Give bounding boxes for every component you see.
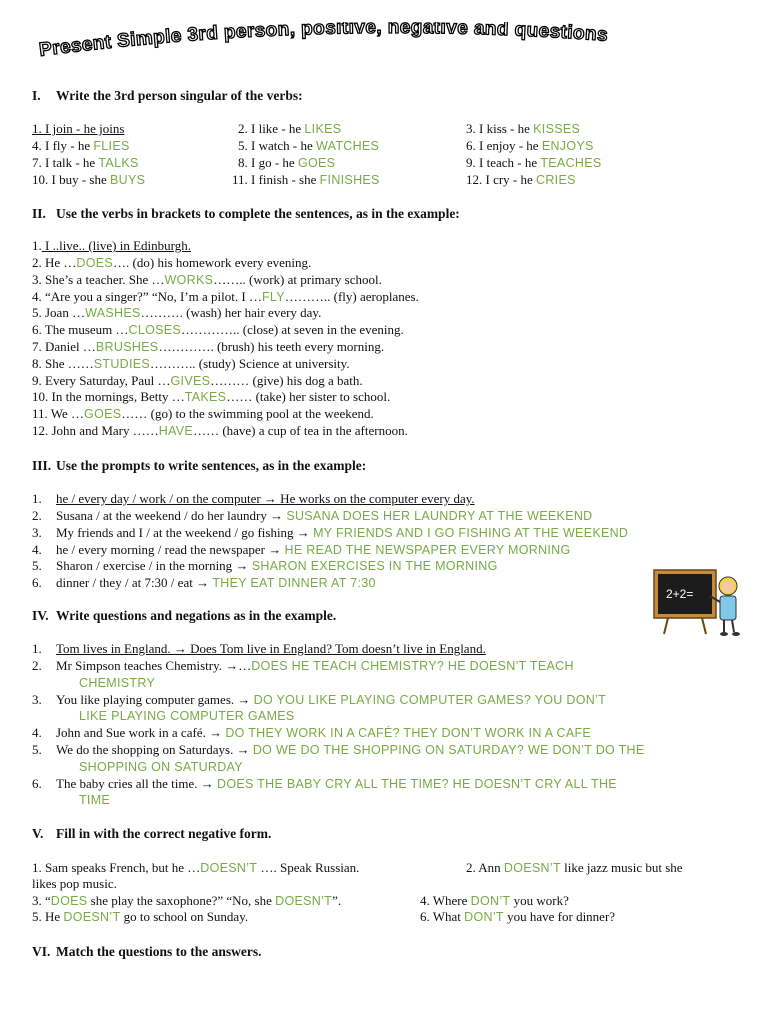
list-item: 4. John and Sue work in a café. → DO THEY WORK IN A CAFÉ? THEY DON’T WORK IN A CAFE	[32, 725, 592, 741]
list-item-continuation: TIME	[79, 793, 111, 808]
example-sentence: 1. I ..live.. (live) in Edinburgh.	[32, 238, 191, 253]
list-item-continuation: LIKE PLAYING COMPUTER GAMES	[79, 709, 295, 724]
section-2-heading: II. Use the verbs in brackets to complete the sentences, as in the example:	[32, 206, 460, 221]
list-item: 7. I talk - he TALKS	[32, 155, 139, 170]
list-item: 9. Every Saturday, Paul …GIVES……… (give) his dog a bath.	[32, 372, 363, 388]
list-item: 5. I watch - he WATCHES	[238, 138, 380, 153]
list-item: 3. I kiss - he KISSES	[466, 121, 581, 136]
list-item: 2. Mr Simpson teaches Chemistry. →…DOES HE TEACH CHEMISTRY? HE DOESN’T TEACH	[32, 658, 574, 673]
list-item: 3. You like playing computer games. → DO YOU LIKE PLAYING COMPUTER GAMES? YOU DON’T	[32, 691, 607, 707]
list-item: 2. He …DOES…. (do) his homework every evening.	[32, 255, 312, 270]
list-item: 4. Where DON’T you work?	[420, 893, 569, 908]
list-item: 3. My friends and I / at the weekend / go fishing → MY FRIENDS AND I GO FISHING AT THE WEEKEND	[32, 524, 629, 540]
list-item: 12. John and Mary ……HAVE…… (have) a cup of tea in the afternoon.	[32, 423, 408, 438]
list-item-continuation: likes pop music.	[32, 876, 117, 891]
list-item: 5. Sharon / exercise / in the morning → SHARON EXERCISES IN THE MORNING	[32, 558, 498, 574]
section-6-heading: VI. Match the questions to the answers.	[32, 944, 262, 959]
example-sentence: 1. he / every day / work / on the computer → He works on the computer every day.	[32, 491, 475, 506]
list-item: 10. I buy - she BUYS	[32, 172, 146, 187]
example-sentence: 1. Tom lives in England. → Does Tom live in England? Tom doesn’t live in England.	[32, 641, 486, 656]
list-item-continuation: SHOPPING ON SATURDAY	[79, 759, 243, 774]
list-item: 9. I teach - he TEACHES	[466, 155, 602, 170]
list-item: 8. I go - he GOES	[238, 155, 336, 170]
list-item: 2. Susana / at the weekend / do her laundry → SUSANA DOES HER LAUNDRY AT THE WEEKEND	[32, 508, 593, 523]
list-item: 10. In the mornings, Betty …TAKES…… (take) her sister to school.	[32, 389, 391, 405]
list-item: 8. She ……STUDIES……….. (study) Science at university.	[32, 355, 350, 371]
list-item-continuation: CHEMISTRY	[79, 675, 156, 690]
list-item: 11. We …GOES…… (go) to the swimming pool at the weekend.	[32, 406, 374, 422]
svg-text:Present Simple 3rd person, pos: Present Simple 3rd person, positive, negative and questions	[37, 22, 609, 61]
list-item: 3. “DOES she play the saxophone?” “No, she DOESN’T”.	[32, 893, 342, 908]
list-item: 6. The baby cries all the time. → DOES THE BABY CRY ALL THE TIME? HE DOESN’T CRY ALL THE	[32, 775, 617, 791]
list-item: 4. “Are you a singer?” “No, I’m a pilot. I …FLY……….. (fly) aeroplanes.	[32, 288, 419, 304]
list-item: 6. What DON’T you have for dinner?	[420, 909, 616, 924]
page-title	[36, 22, 726, 66]
list-item: 6. dinner / they / at 7:30 / eat → THEY EAT DINNER AT 7:30	[32, 575, 376, 591]
list-item: 5. He DOESN’T go to school on Sunday.	[32, 909, 249, 924]
list-item: 2. I like - he LIKES	[238, 121, 342, 136]
list-item: 7. Daniel …BRUSHES…………. (brush) his teeth every morning.	[32, 339, 385, 354]
chalkboard-illustration	[652, 568, 747, 640]
section-5-heading: V. Fill in with the correct negative form.	[32, 826, 272, 841]
list-item: 5. We do the shopping on Saturdays. → DO WE DO THE SHOPPING ON SATURDAY? WE DON’T DO THE	[32, 742, 645, 757]
list-item: 12. I cry - he CRIES	[466, 172, 576, 187]
list-item: 4. he / every morning / read the newspaper → HE READ THE NEWSPAPER EVERY MORNING	[32, 541, 571, 557]
list-item: 11. I finish - she FINISHES	[232, 172, 380, 187]
svg-text:2+2=: 2+2=	[666, 587, 694, 601]
section-4-heading: IV. Write questions and negations as in the example.	[32, 608, 337, 623]
section-3-heading: III. Use the prompts to write sentences, as in the example:	[32, 458, 367, 473]
list-item: 1. Sam speaks French, but he …DOESN’T …. Speak Russian.	[32, 860, 360, 875]
section-1-heading: I. Write the 3rd person singular of the verbs:	[32, 88, 303, 103]
list-item: 2. Ann DOESN’T like jazz music but she	[466, 860, 683, 875]
example-sentence: 1. I join - he joins	[32, 121, 125, 136]
list-item: 3. She’s a teacher. She …WORKS…….. (work) at primary school.	[32, 271, 382, 287]
list-item: 4. I fly - he FLIES	[32, 138, 130, 153]
list-item: 6. The museum …CLOSES………….. (close) at seven in the evening.	[32, 322, 404, 338]
list-item: 5. Joan …WASHES………. (wash) her hair every day.	[32, 305, 322, 321]
list-item: 6. I enjoy - he ENJOYS	[466, 138, 594, 153]
